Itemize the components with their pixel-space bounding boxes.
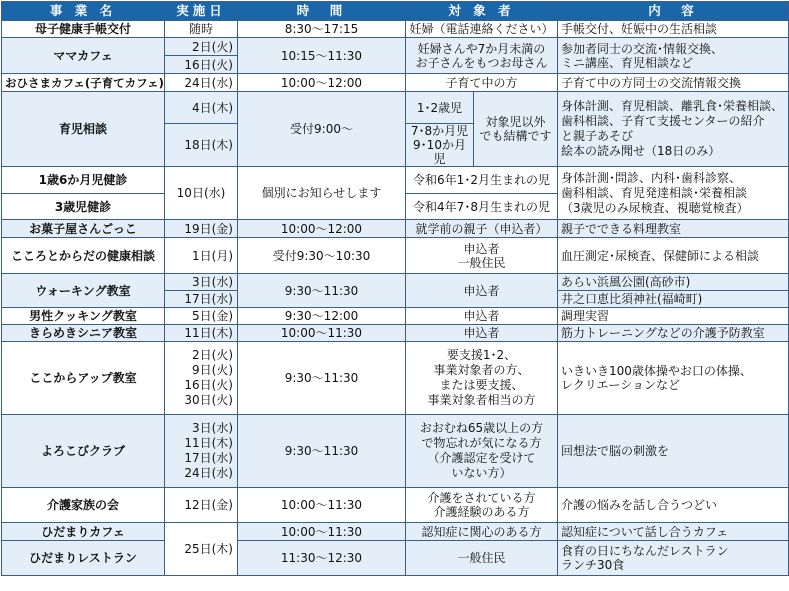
event-name: 介護家族の会 <box>2 488 165 523</box>
content-line: 身体計測･問診、内科･歯科診察、 <box>561 170 742 185</box>
event-name: お菓子屋さんごっこ <box>2 220 165 238</box>
event-name: ひだまりレストラン <box>2 541 165 576</box>
header-event: 事 業 名 <box>2 2 165 21</box>
table-row <box>2 308 789 325</box>
content-line: いきいき100歳体操やお口の体操、 <box>561 364 752 378</box>
event-time: 10:00〜11:30 <box>238 488 406 523</box>
event-date: 1日(月) <box>165 238 238 274</box>
event-time: 9:30〜12:00 <box>238 308 406 325</box>
date-line: 17日(水) <box>184 451 233 465</box>
event-name: 3歳児健診 <box>2 194 165 220</box>
table-row <box>2 74 789 92</box>
event-content: 認知症について話し合うカフェ <box>558 523 789 541</box>
event-time: 9:30〜11:30 <box>238 415 406 488</box>
table-row <box>2 541 789 576</box>
content-line: ランチ30食 <box>561 558 625 572</box>
event-date: 10日(水) <box>165 167 238 220</box>
table-row <box>2 274 789 291</box>
content-line: と親子あそび <box>561 129 634 143</box>
event-date: 随時 <box>165 21 238 38</box>
event-time: 9:30〜11:30 <box>238 274 406 308</box>
event-content <box>558 342 789 415</box>
event-time: 11:30〜12:30 <box>238 541 406 576</box>
date-line: 16日(火) <box>184 378 233 392</box>
header-time: 時 間 <box>238 2 406 21</box>
content-line: 歯科相談、子育て支援センターの紹介 <box>561 114 765 128</box>
target-line: 7･8か月児 <box>410 124 469 138</box>
event-content: 介護の悩みを話し合うつどい <box>558 488 789 523</box>
table-row <box>2 415 789 488</box>
event-target <box>406 488 558 523</box>
event-date: 3日(水) <box>165 274 238 291</box>
target-line: 申込者 <box>463 241 500 256</box>
event-target: 一般住民 <box>406 541 558 576</box>
event-target-note <box>474 92 558 167</box>
event-date: 24日(水) <box>165 74 238 92</box>
event-time: 受付9:00〜 <box>238 92 406 167</box>
target-line: お子さんをもつお母さん <box>415 55 548 70</box>
content-line: （3歳児のみ尿検査、視聴覚検査） <box>561 200 749 215</box>
target-line: いない方） <box>451 466 512 480</box>
event-date: 4日(木) <box>165 92 238 124</box>
event-dates <box>165 415 238 488</box>
target-line: 事業対象者の方、 <box>433 363 530 377</box>
event-content: あらい浜風公園(高砂市) <box>558 274 789 291</box>
target-line: 事業対象者相当の方 <box>427 393 536 407</box>
event-time: 10:15〜11:30 <box>238 38 406 74</box>
target-line: 妊婦さんや7か月未満の <box>417 41 546 56</box>
event-time: 受付9:30〜10:30 <box>238 238 406 274</box>
event-content: 血圧測定･尿検査、保健師による相談 <box>558 238 789 274</box>
event-name: 1歳6か月児健診 <box>2 167 165 194</box>
event-target <box>406 342 558 415</box>
header-date: 実施日 <box>165 2 238 21</box>
event-target: 令和6年1･2月生まれの児 <box>406 167 558 194</box>
date-line: 9日(火) <box>192 363 233 377</box>
table-row <box>2 220 789 238</box>
event-target <box>406 415 558 488</box>
target-line: で物忘れが気になる方 <box>421 436 542 450</box>
event-target: 子育て中の方 <box>406 74 558 92</box>
event-target: 就学前の親子（申込者） <box>406 220 558 238</box>
target-note-line: でも結構です <box>479 129 552 143</box>
event-date: 17日(水) <box>165 291 238 308</box>
table-row <box>2 523 789 541</box>
event-name: 母子健康手帳交付 <box>2 21 165 38</box>
event-time: 9:30〜11:30 <box>238 342 406 415</box>
target-line: または要支援、 <box>439 378 524 392</box>
event-target: 妊婦（電話連絡ください） <box>406 21 558 38</box>
content-line: 絵本の読み聞せ（18日のみ） <box>561 144 721 158</box>
header-content: 内 容 <box>558 2 789 21</box>
event-name: ママカフェ <box>2 38 165 74</box>
event-target: 申込者 <box>406 274 558 308</box>
event-content: 井之口恵比須神社(福崎町) <box>558 291 789 308</box>
target-line: 要支援1･2、 <box>446 348 517 362</box>
event-date: 16日(火) <box>165 56 238 74</box>
content-line: 身体計測、育児相談、離乳食･栄養相談、 <box>561 99 784 113</box>
event-name: ひだまりカフェ <box>2 523 165 541</box>
event-target: 申込者 <box>406 308 558 325</box>
event-date: 12日(金) <box>165 488 238 523</box>
table-row <box>2 325 789 342</box>
event-date: 11日(木) <box>165 325 238 342</box>
event-content <box>558 167 789 220</box>
content-line: 参加者同士の交流･情報交換、 <box>561 41 724 56</box>
target-line: 介護経験のある方 <box>433 505 530 519</box>
event-time: 10:00〜11:30 <box>238 523 406 541</box>
event-content: 手帳交付、妊娠中の生活相談 <box>558 21 789 38</box>
date-line: 3日(水) <box>192 421 233 435</box>
event-content <box>558 38 789 74</box>
event-dates <box>165 342 238 415</box>
target-line: （介護認定を受けて <box>427 451 536 465</box>
target-note-line: 対象児以外 <box>485 115 546 129</box>
event-target: 令和4年7･8月生まれの児 <box>406 194 558 220</box>
event-content: 筋力トレーニングなどの介護予防教室 <box>558 325 789 342</box>
event-date: 5日(金) <box>165 308 238 325</box>
event-name: 男性クッキング教室 <box>2 308 165 325</box>
table-row <box>2 167 789 194</box>
date-line: 11日(木) <box>184 436 233 450</box>
content-line: 食育の日にちなんだレストラン <box>561 544 729 558</box>
event-name: ここからアップ教室 <box>2 342 165 415</box>
event-target <box>406 38 558 74</box>
event-time: 10:00〜12:00 <box>238 74 406 92</box>
event-date: 25日(木) <box>165 523 238 576</box>
schedule-table <box>1 1 789 576</box>
target-line: 一般住民 <box>457 255 506 270</box>
event-content: 親子でできる料理教室 <box>558 220 789 238</box>
event-target: 申込者 <box>406 325 558 342</box>
event-content <box>558 92 789 167</box>
date-line: 24日(水) <box>184 466 233 480</box>
event-target: 認知症に関心のある方 <box>406 523 558 541</box>
event-time: 個別にお知らせします <box>238 167 406 220</box>
table-row <box>2 38 789 56</box>
event-date: 18日(木) <box>165 124 238 167</box>
date-line: 2日(火) <box>192 348 233 362</box>
event-time: 8:30〜17:15 <box>238 21 406 38</box>
event-target <box>406 124 474 167</box>
event-target: 1･2歳児 <box>406 92 474 124</box>
target-line: おおむね65歳以上の方 <box>419 421 544 435</box>
event-name: ウォーキング教室 <box>2 274 165 308</box>
event-content: 子育て中の方同士の交流情報交換 <box>558 74 789 92</box>
event-date: 19日(金) <box>165 220 238 238</box>
event-time: 10:00〜11:30 <box>238 325 406 342</box>
table-row <box>2 488 789 523</box>
event-name: 育児相談 <box>2 92 165 167</box>
header-target: 対 象 者 <box>406 2 558 21</box>
content-line: 歯科相談、育児発達相談･栄養相談 <box>561 185 748 200</box>
table-row <box>2 21 789 38</box>
content-line: ミニ講座、育児相談など <box>561 55 694 70</box>
event-date: 2日(火) <box>165 38 238 56</box>
event-content: 回想法で脳の刺激を <box>558 415 789 488</box>
event-content: 調理実習 <box>558 308 789 325</box>
date-line: 30日(火) <box>184 393 233 407</box>
content-line: レクリエーションなど <box>561 378 681 392</box>
event-name: おひさまカフェ(子育てカフェ) <box>2 74 165 92</box>
table-row <box>2 238 789 274</box>
event-content <box>558 541 789 576</box>
event-time: 10:00〜12:00 <box>238 220 406 238</box>
event-target <box>406 238 558 274</box>
target-line: 介護をされている方 <box>427 491 536 505</box>
event-name: きらめきシニア教室 <box>2 325 165 342</box>
event-name: こころとからだの健康相談 <box>2 238 165 274</box>
event-name: よろこびクラブ <box>2 415 165 488</box>
target-line: 9･10か月児 <box>413 138 466 166</box>
table-row <box>2 342 789 415</box>
table-row <box>2 92 789 124</box>
